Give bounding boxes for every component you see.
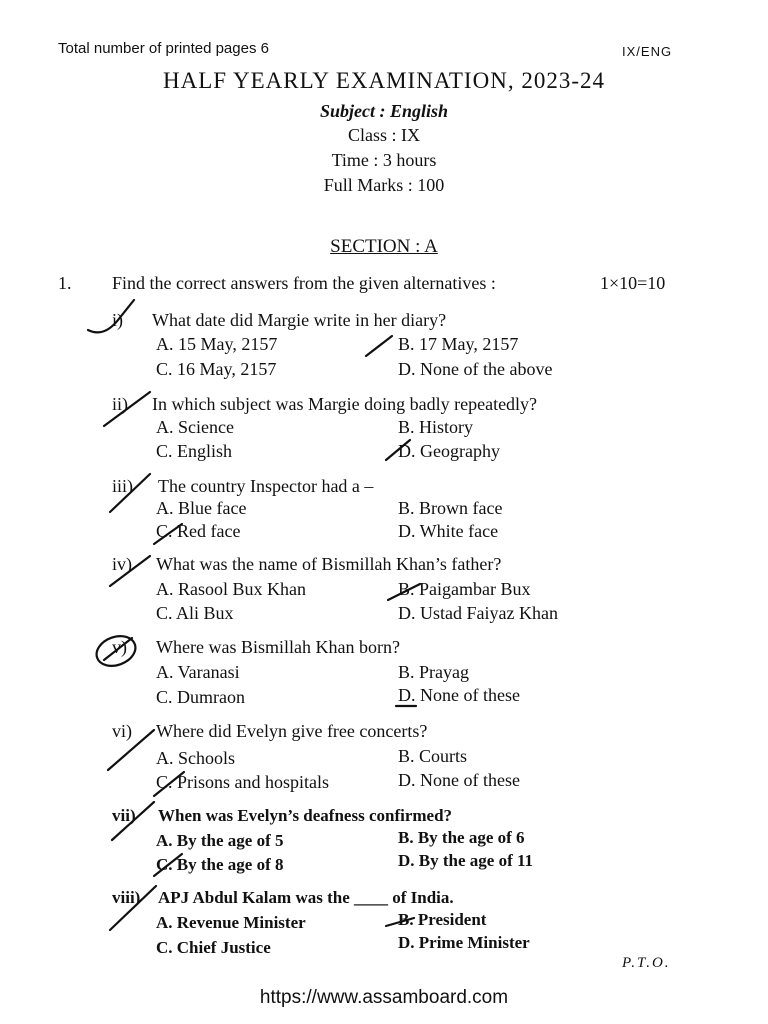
- class: Class : IX: [348, 125, 420, 145]
- option-b: B. History: [398, 417, 474, 437]
- item-text: The country Inspector had a –: [158, 476, 374, 496]
- option-c: C. 16 May, 2157: [156, 359, 277, 379]
- question-number: 1.: [58, 273, 72, 293]
- item-text: APJ Abdul Kalam was the ____ of India.: [158, 888, 454, 907]
- item-number: vi): [112, 721, 132, 741]
- option-c: C. Red face: [156, 521, 241, 541]
- item-text: In which subject was Margie doing badly repeatedly?: [152, 394, 538, 414]
- item-number: i): [112, 310, 123, 330]
- time: Time : 3 hours: [331, 150, 437, 170]
- option-a: A. Blue face: [156, 498, 247, 518]
- option-d: D. Geography: [398, 441, 500, 461]
- question-marks: 1×10=10: [600, 273, 666, 293]
- option-b: B. Courts: [398, 746, 468, 766]
- option-a: A. Rasool Bux Khan: [156, 579, 306, 599]
- subject: Subject : English: [319, 101, 449, 121]
- answer-slash-1: [366, 336, 392, 356]
- paper-code: IX/ENG: [622, 44, 673, 59]
- item-text: Where did Evelyn give free concerts?: [156, 721, 428, 741]
- option-b: B. Paigambar Bux: [398, 579, 531, 599]
- option-c: C. English: [156, 441, 233, 461]
- item-number: iv): [112, 554, 132, 574]
- option-a: A. Revenue Minister: [156, 913, 306, 932]
- option-a: A. Schools: [156, 748, 236, 768]
- option-b: B. President: [398, 910, 487, 929]
- option-d: D. By the age of 11: [398, 851, 534, 870]
- item-number: vii): [112, 806, 136, 825]
- item-text: Where was Bismillah Khan born?: [156, 637, 400, 657]
- footer-url[interactable]: https://www.assamboard.com: [259, 987, 509, 1008]
- item-text: When was Evelyn’s deafness confirmed?: [158, 806, 453, 825]
- option-a: A. By the age of 5: [156, 831, 284, 850]
- option-d: D. Prime Minister: [398, 933, 530, 952]
- option-d: D. Ustad Faiyaz Khan: [398, 603, 558, 623]
- option-c: C. Prisons and hospitals: [156, 772, 330, 792]
- item-number: v): [112, 637, 127, 657]
- full-marks: Full Marks : 100: [323, 175, 445, 195]
- option-b: B. By the age of 6: [398, 828, 525, 847]
- pto-text: P.T.O.: [622, 955, 671, 971]
- total-pages-text: Total number of printed pages 6: [58, 40, 269, 57]
- option-c: C. Dumraon: [156, 687, 245, 707]
- option-b: B. Prayag: [398, 662, 469, 682]
- section-title: SECTION : A: [330, 236, 438, 257]
- exam-title: HALF YEARLY EXAMINATION, 2023-24: [163, 68, 605, 93]
- option-d: D. White face: [398, 521, 499, 541]
- item-text: What date did Margie write in her diary?: [152, 310, 447, 330]
- item-number: iii): [112, 476, 133, 496]
- option-c: C. Chief Justice: [156, 938, 271, 957]
- item-number: ii): [112, 394, 128, 414]
- option-d: D. None of these: [398, 685, 520, 705]
- option-d: D. None of these: [398, 770, 520, 790]
- option-a: A. 15 May, 2157: [156, 334, 278, 354]
- option-a: A. Science: [156, 417, 234, 437]
- item-number: viii): [112, 888, 141, 907]
- tick-mark-1: [88, 300, 134, 332]
- option-c: C. Ali Bux: [156, 603, 234, 623]
- option-b: B. 17 May, 2157: [398, 334, 519, 354]
- question-text: Find the correct answers from the given alternatives :: [112, 273, 496, 293]
- option-a: A. Varanasi: [156, 662, 240, 682]
- item-text: What was the name of Bismillah Khan’s father?: [156, 554, 502, 574]
- option-b: B. Brown face: [398, 498, 503, 518]
- option-d: D. None of the above: [398, 359, 553, 379]
- option-c: C. By the age of 8: [156, 855, 284, 874]
